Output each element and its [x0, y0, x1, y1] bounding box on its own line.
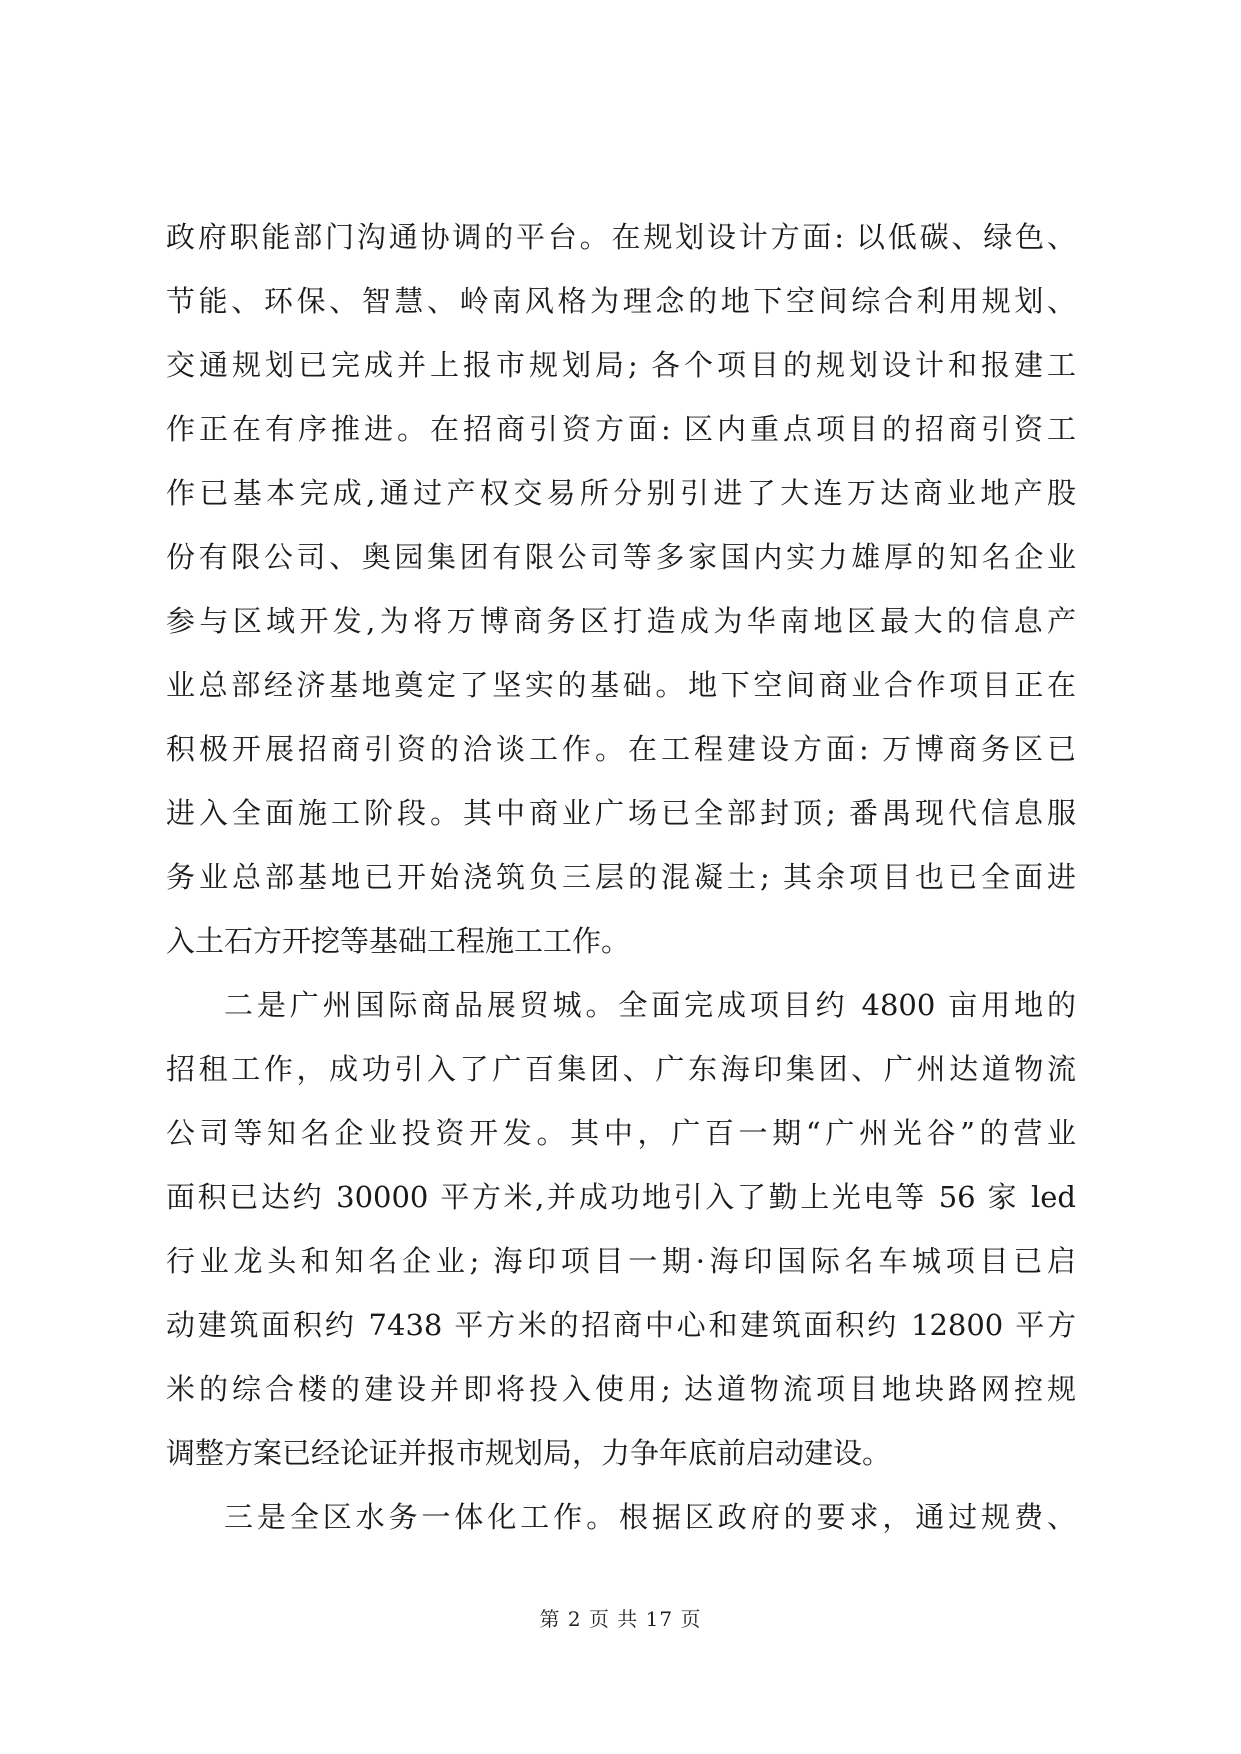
text-line: 米的综合楼的建设并即将投入使用; 达道物流项目地块路网控规: [166, 1372, 1076, 1406]
text-line: 入土石方开挖等基础工程施工工作。: [166, 924, 631, 958]
text-line: 动建筑面积约 7438 平方米的招商中心和建筑面积约 12800 平方: [166, 1308, 1076, 1342]
text-line: 交通规划已完成并上报市规划局; 各个项目的规划设计和报建工: [166, 348, 1076, 382]
text-line: 作已基本完成,通过产权交易所分别引进了大连万达商业地产股: [166, 476, 1076, 510]
text-line: 务业总部基地已开始浇筑负三层的混凝土; 其余项目也已全面进: [166, 860, 1076, 894]
page-footer: [0, 1603, 1241, 1632]
text-line: 公司等知名企业投资开发。其中，广百一期“广州光谷”的营业: [166, 1116, 1076, 1150]
text-line: 二是广州国际商品展贸城。全面完成项目约 4800 亩用地的: [224, 988, 1076, 1022]
text-line: 作正在有序推进。在招商引资方面: 区内重点项目的招商引资工: [166, 412, 1076, 446]
text-line: 参与区域开发,为将万博商务区打造成为华南地区最大的信息产: [166, 604, 1076, 638]
paragraph-3: [166, 1485, 1076, 1549]
page-number: 第 2 页 共 17 页: [539, 1607, 702, 1631]
text-line: 调整方案已经论证并报市规划局，力争年底前启动建设。: [166, 1436, 892, 1470]
text-line: 政府职能部门沟通协调的平台。在规划设计方面: 以低碳、绿色、: [166, 220, 1076, 254]
text-line: 行业龙头和知名企业; 海印项目一期·海印国际名车城项目已启: [166, 1244, 1076, 1278]
text-line: 份有限公司、奥园集团有限公司等多家国内实力雄厚的知名企业: [166, 540, 1076, 574]
text-line: 节能、环保、智慧、岭南风格为理念的地下空间综合利用规划、: [166, 284, 1076, 318]
text-line: 三是全区水务一体化工作。根据区政府的要求，通过规费、: [224, 1500, 1076, 1534]
text-line: 积极开展招商引资的洽谈工作。在工程建设方面: 万博商务区已: [166, 732, 1076, 766]
document-body: [166, 205, 1076, 1549]
paragraph-2: [166, 973, 1076, 1485]
text-line: 进入全面施工阶段。其中商业广场已全部封顶; 番禺现代信息服: [166, 796, 1076, 830]
paragraph-1: [166, 205, 1076, 973]
text-line: 业总部经济基地奠定了坚实的基础。地下空间商业合作项目正在: [166, 668, 1076, 702]
text-line: 招租工作，成功引入了广百集团、广东海印集团、广州达道物流: [166, 1052, 1076, 1086]
text-line: 面积已达约 30000 平方米,并成功地引入了勤上光电等 56 家 led: [166, 1180, 1076, 1214]
